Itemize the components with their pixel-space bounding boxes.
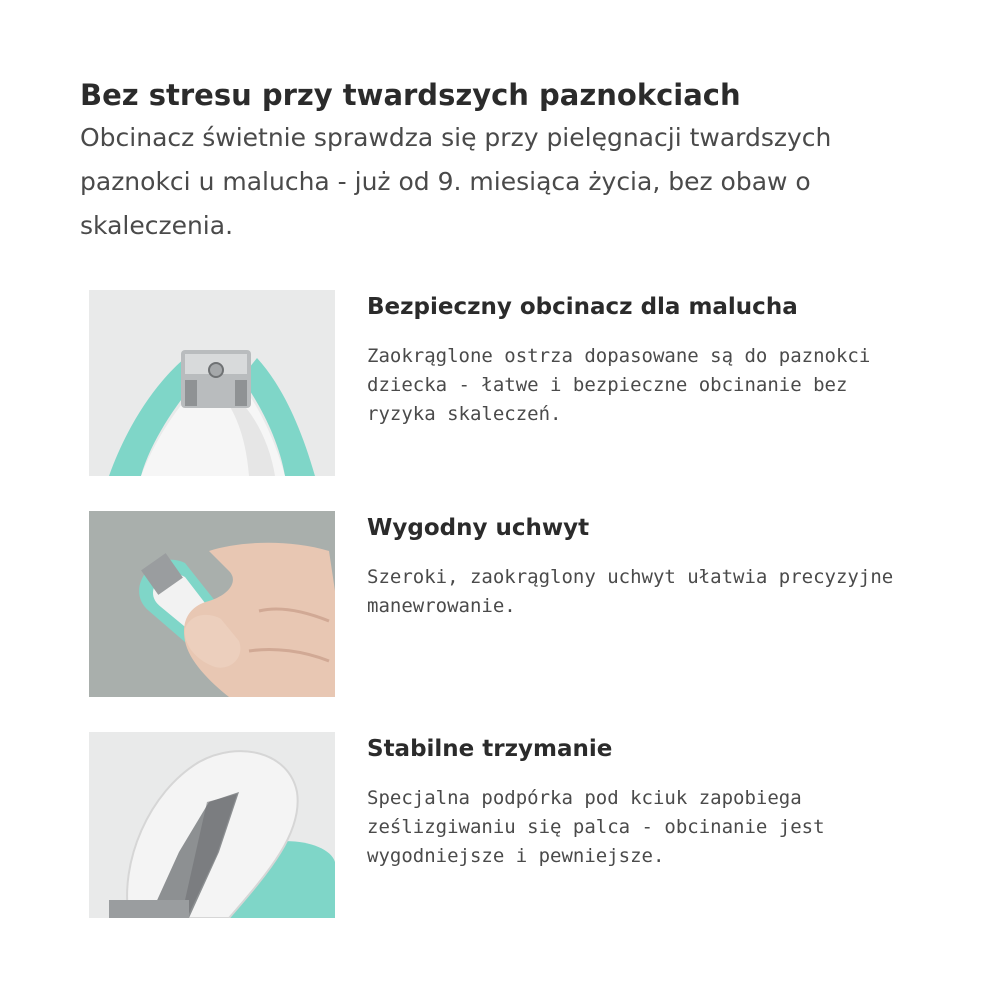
feature-description: Specjalna podpórka pod kciuk zapobiega ześlizgiwaniu się palca - obcinanie jest wygodniejsze i pewniejsze.: [367, 787, 825, 867]
feature-description: Zaokrąglone ostrza dopasowane są do paznokci dziecka - łatwe i bezpieczne obcinanie bez ryzyka skaleczeń.: [367, 345, 871, 425]
feature-heading: Wygodny uchwyt: [367, 515, 590, 541]
feature-item-comfortable-grip: [89, 511, 949, 697]
page-subtitle: Obcinacz świetnie sprawdza się przy pielęgnacji twardszych paznokci u malucha - już od 9. miesiąca życia, bez obaw o skaleczenia.: [80, 123, 832, 240]
page-title: Bez stresu przy twardszych paznokciach: [80, 78, 741, 112]
header: [80, 76, 940, 248]
feature-item-safe-clipper: [89, 290, 949, 476]
feature-heading: Bezpieczny obcinacz dla malucha: [367, 294, 798, 320]
thumb-rest-image: [89, 732, 335, 918]
hand-holding-clipper-image: [89, 511, 335, 697]
clipper-blade-image: [89, 290, 335, 476]
feature-heading: Stabilne trzymanie: [367, 736, 613, 762]
feature-description: Szeroki, zaokrąglony uchwyt ułatwia precyzyjne manewrowanie.: [367, 566, 894, 617]
feature-item-stable-hold: [89, 732, 949, 918]
